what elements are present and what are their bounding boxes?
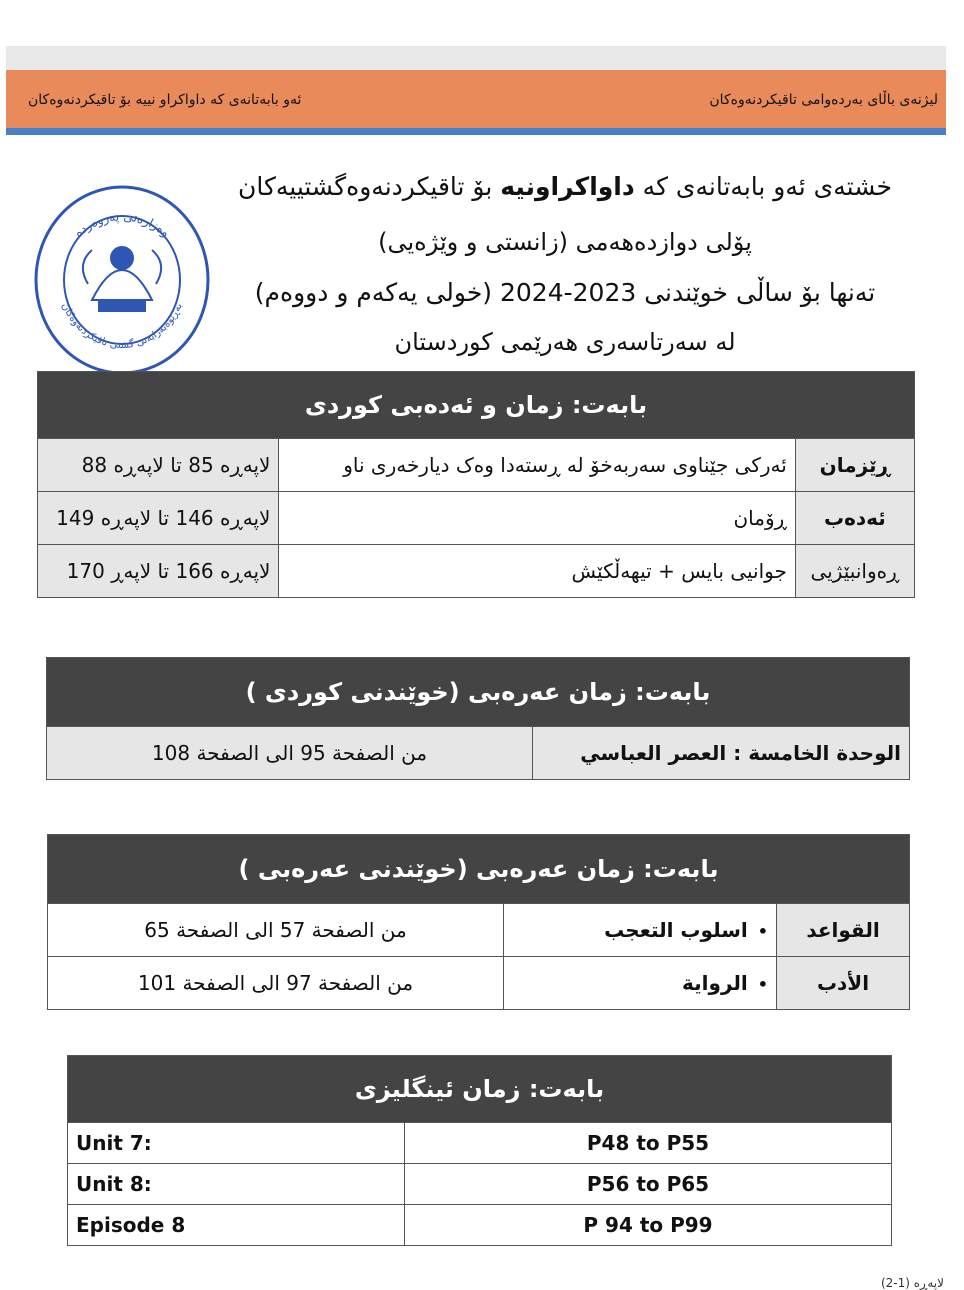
row-topic: ئەرکی جێناوی سەربەخۆ لە ڕستەدا وەک دیارخەری ناو xyxy=(279,439,795,492)
row-pages: من الصفحة 57 الى الصفحة 65 xyxy=(48,904,504,957)
page-number: (2-1) لاپەڕە xyxy=(880,1276,944,1290)
seal-text-top: وەزارەتی پەروەردە xyxy=(71,209,173,240)
kurdish-language-table xyxy=(37,371,915,598)
banner-committee-name: لیژنەی باڵای بەردەوامی تاقیکردنەوەکان xyxy=(709,92,938,108)
table-row xyxy=(68,1205,892,1246)
row-topic: ڕۆمان xyxy=(279,492,795,545)
english-language-table xyxy=(67,1055,892,1246)
table-row xyxy=(38,492,915,545)
table-row xyxy=(47,727,910,780)
row-subject: ڕێزمان xyxy=(795,439,914,492)
row-subject: ئەدەب xyxy=(795,492,914,545)
row-unit: Episode 8 xyxy=(68,1205,405,1246)
table-row xyxy=(38,439,915,492)
title-line-1: خشتەی ئەو بابەتانەی کە داواکراونیە بۆ تاقیکردنەوەگشتییەکان xyxy=(238,172,892,201)
ministry-seal-icon xyxy=(32,180,212,375)
row-unit: Unit 8: xyxy=(68,1164,405,1205)
row-pages: لاپەڕە 146 تا لاپەڕە 149 xyxy=(38,492,279,545)
row-unit: Unit 7: xyxy=(68,1123,405,1164)
row-pages: من الصفحة 97 الى الصفحة 101 xyxy=(48,957,504,1010)
row-topic: الوحدة الخامسة : العصر العباسي xyxy=(533,727,910,780)
table-row xyxy=(48,957,910,1010)
title-line-2: پۆلی دوازدەهەمی (زانستی و وێژەیی) xyxy=(378,228,752,256)
row-subject: الأدب xyxy=(777,957,910,1010)
table-header: بابەت: زمان ئینگلیزی xyxy=(68,1056,892,1123)
table-row xyxy=(38,545,915,598)
row-pages: لاپەڕە 85 تا لاپەڕە 88 xyxy=(38,439,279,492)
title-line-4: لە سەرتاسەری هەرێمی کوردستان xyxy=(394,328,736,356)
row-topic: جوانیی بایس + تیهەڵکێش xyxy=(279,545,795,598)
row-pages: P56 to P65 xyxy=(405,1164,892,1205)
row-pages: لاپەڕە 166 تا لاپەڕ 170 xyxy=(38,545,279,598)
title-line-3: تەنها بۆ ساڵی خوێندنی 2023-2024 (خولی یەکەم و دووەم) xyxy=(254,278,876,307)
arabic-arabic-study-table xyxy=(47,834,910,1010)
table-header: بابەت: زمان عەرەبی (خوێندنی کوردی ) xyxy=(47,658,910,727)
arabic-kurdish-study-table xyxy=(46,657,910,780)
banner-document-subject: ئەو بابەتانەی کە داواکراو نییە بۆ تاقیکردنەوەکان xyxy=(28,92,302,108)
table-header: بابەت: زمان و ئەدەبی كوردی xyxy=(38,372,915,439)
row-subject: القواعد xyxy=(777,904,910,957)
row-subject: ڕەوانبێژیی xyxy=(795,545,914,598)
table-header: بابەت: زمان عەرەبی (خوێندنی عەرەبی ) xyxy=(48,835,910,904)
row-pages: P48 to P55 xyxy=(405,1123,892,1164)
row-topic: • الرواية xyxy=(504,957,777,1010)
table-row xyxy=(68,1123,892,1164)
table-row xyxy=(68,1164,892,1205)
row-topic: • اسلوب التعجب xyxy=(504,904,777,957)
table-row xyxy=(48,904,910,957)
row-pages: P 94 to P99 xyxy=(405,1205,892,1246)
svg-text:وەزارەتی پەروەردە xyxy=(71,209,172,240)
seal-text-bottom: بەڕێوەبەرایەتی گشتی تاقیکردنەوەکان xyxy=(59,301,185,352)
row-pages: من الصفحة 95 الى الصفحة 108 xyxy=(47,727,533,780)
header-banner xyxy=(6,46,946,136)
banner-blue-line xyxy=(6,128,946,135)
